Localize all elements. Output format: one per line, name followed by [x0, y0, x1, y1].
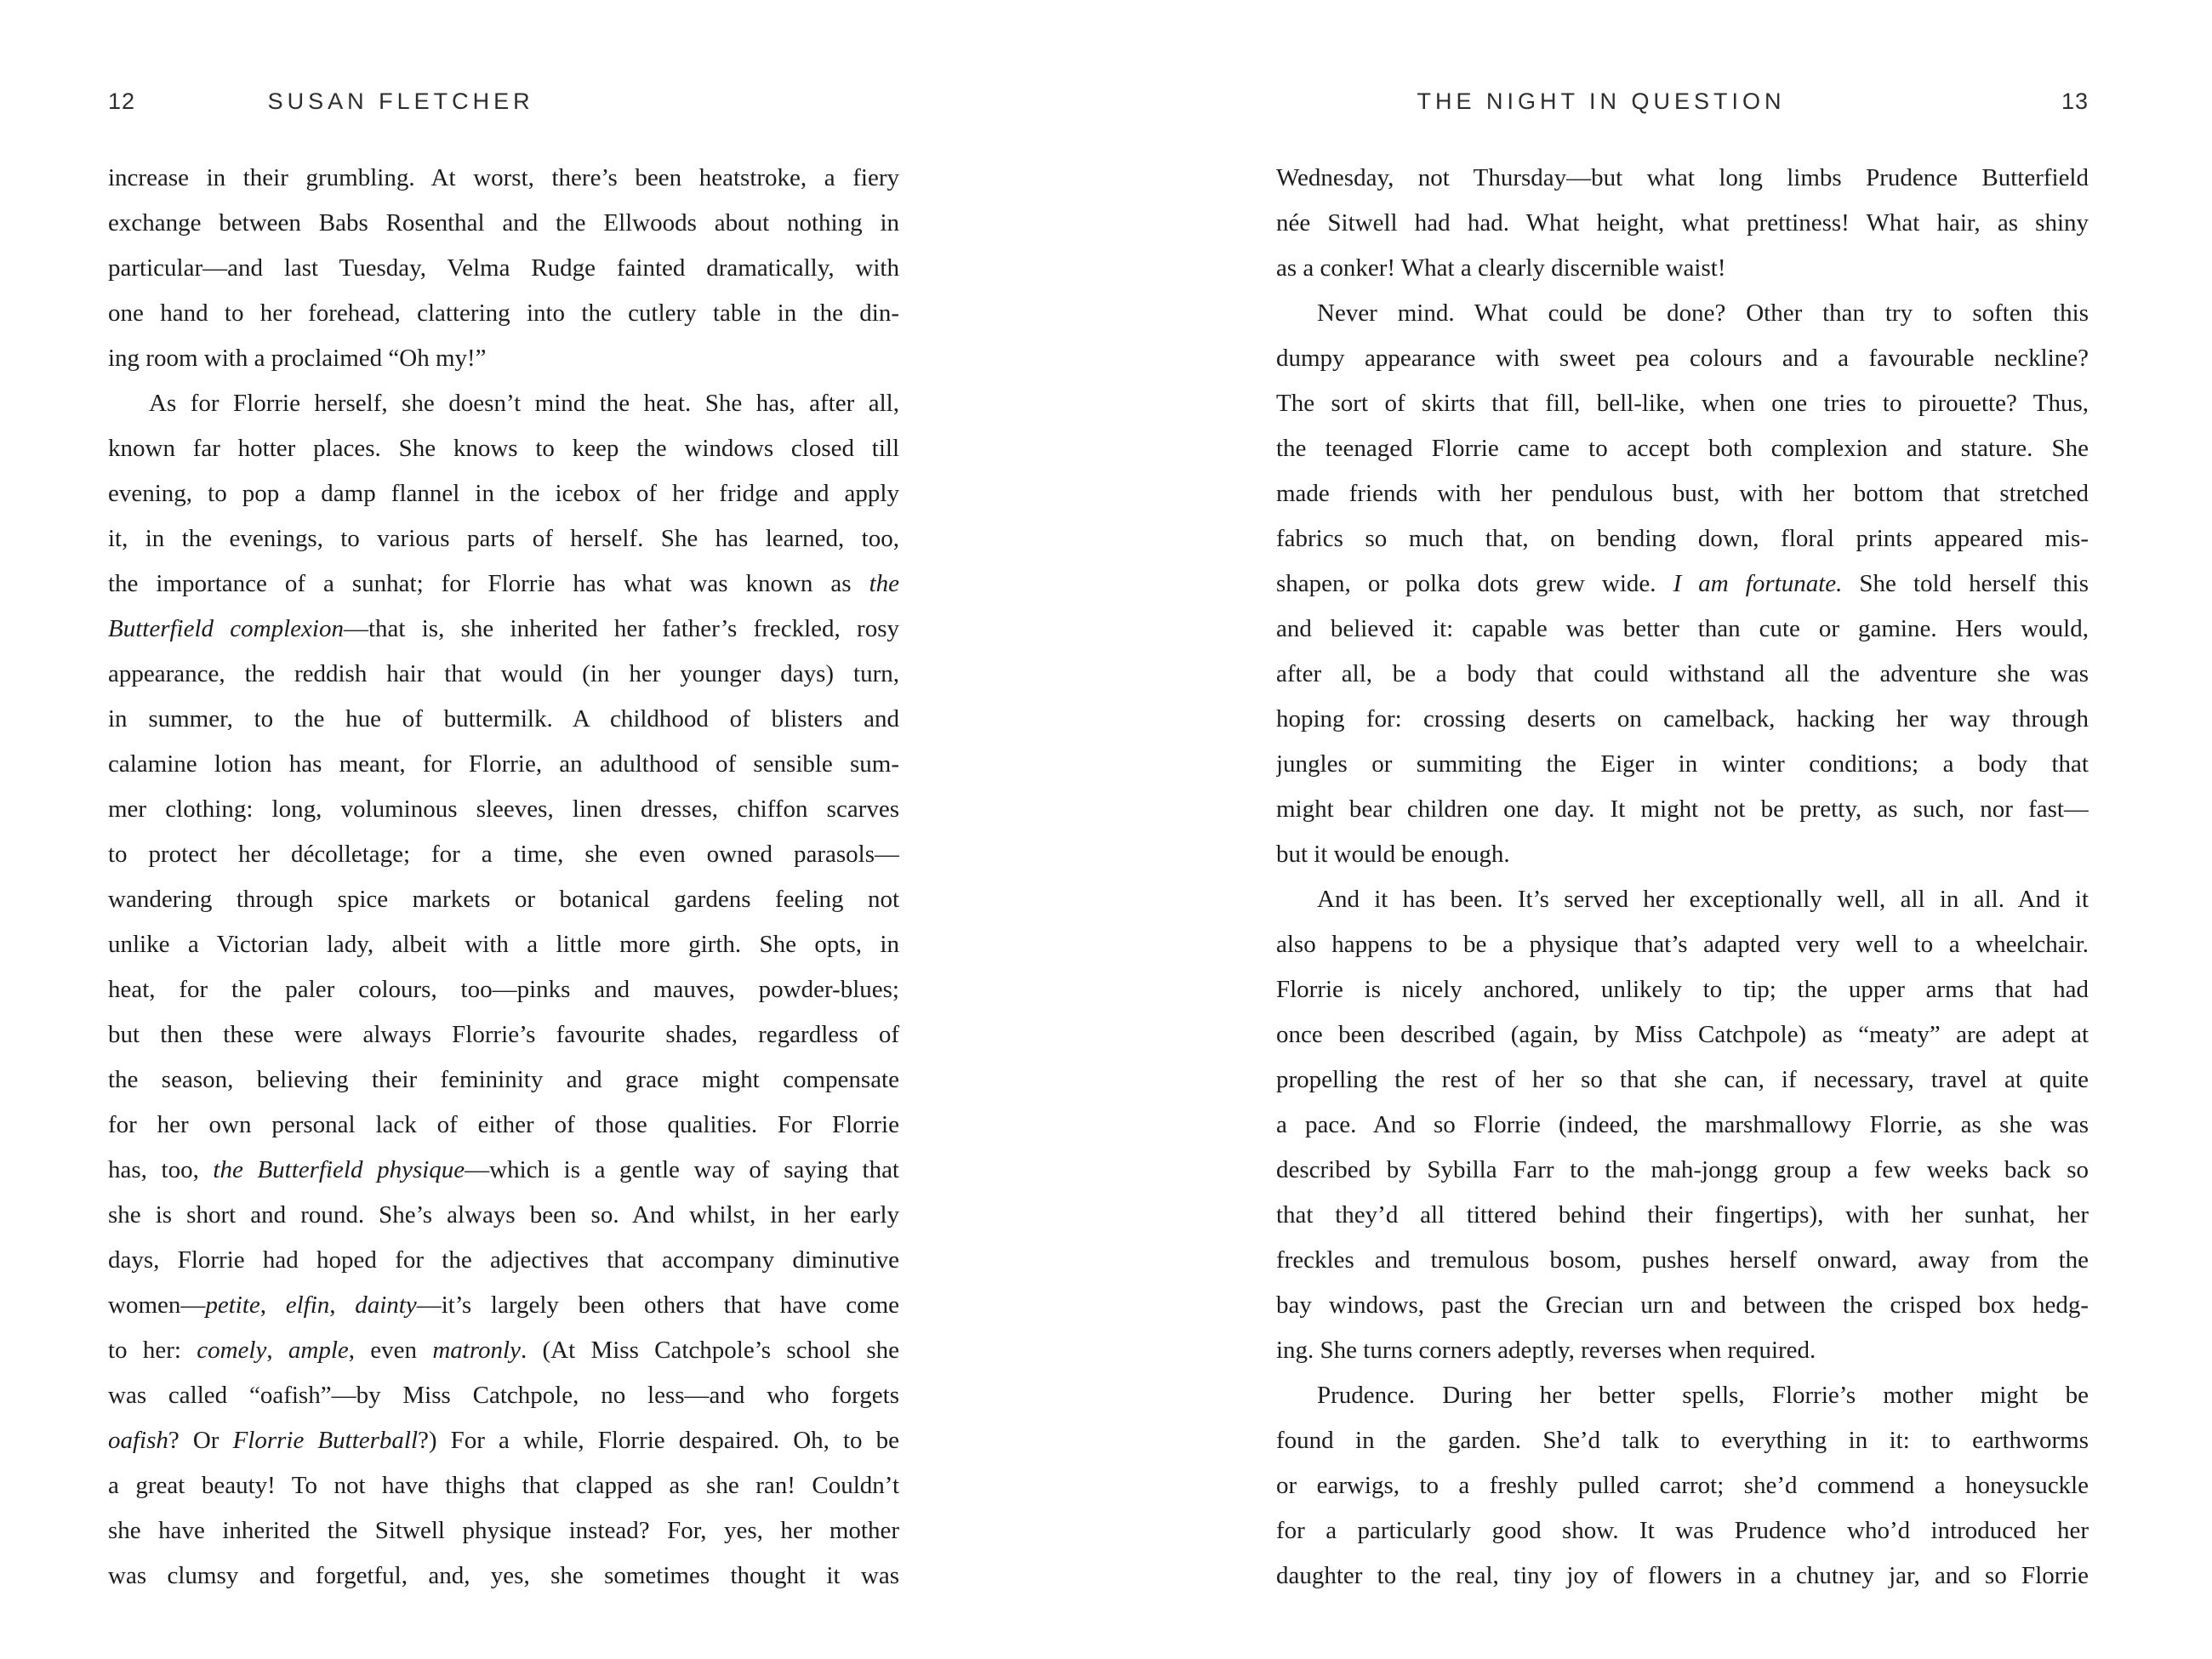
text-line: daughter to the real, tiny joy of flowers in a chutney jar, and so Florrie	[1276, 1562, 2089, 1589]
text-line: to her: comely, ample, even matronly. (At Miss Catchpole’s school she	[108, 1337, 899, 1364]
text-line: that they’d all tittered behind their fingertips), with her sunhat, her	[1276, 1201, 2089, 1229]
text-line: propelling the rest of her so that she can, if necessary, travel at quite	[1276, 1066, 2089, 1093]
text-line: after all, be a body that could withstand all the adventure she was	[1276, 660, 2089, 687]
text-line: mer clothing: long, voluminous sleeves, linen dresses, chiffon scarves	[108, 795, 899, 823]
text-line: calamine lotion has meant, for Florrie, an adulthood of sensible sum-	[108, 750, 899, 778]
text-line: but it would be enough.	[1276, 841, 1510, 868]
text-line: and believed it: capable was better than cute or gamine. Hers would,	[1276, 615, 2089, 642]
text-line: or earwigs, to a freshly pulled carrot; she’d commend a honeysuckle	[1276, 1472, 2089, 1499]
text-line: made friends with her pendulous bust, with her bottom that stretched	[1276, 480, 2089, 507]
text-line: one hand to her forehead, clattering into the cutlery table in the din-	[108, 299, 899, 327]
text-line: jungles or summiting the Eiger in winter conditions; a body that	[1276, 750, 2089, 778]
text-line: known far hotter places. She knows to keep the windows closed till	[108, 435, 899, 462]
text-column-left	[108, 156, 899, 1599]
text-line: for her own personal lack of either of those qualities. For Florrie	[108, 1111, 899, 1138]
running-head-author: SUSAN FLETCHER	[267, 88, 534, 114]
running-head-book-title: THE NIGHT IN QUESTION	[1417, 88, 1786, 114]
text-line: once been described (again, by Miss Catchpole) as “meaty” are adept at	[1276, 1021, 2089, 1048]
text-line: she have inherited the Sitwell physique instead? For, yes, her mother	[108, 1517, 899, 1544]
text-line: freckles and tremulous bosom, pushes herself onward, away from the	[1276, 1246, 2089, 1274]
text-line: fabrics so much that, on bending down, floral prints appeared mis-	[1276, 525, 2089, 552]
text-line: in summer, to the hue of buttermilk. A childhood of blisters and	[108, 705, 899, 733]
page-right	[1276, 0, 2089, 1659]
text-line: Never mind. What could be done? Other than try to soften this	[1317, 299, 2089, 327]
text-line: was called “oafish”—by Miss Catchpole, no less—and who forgets	[108, 1382, 899, 1409]
text-line: to protect her décolletage; for a time, she even owned parasols—	[108, 841, 899, 868]
text-line: dumpy appearance with sweet pea colours and a favourable neckline?	[1276, 345, 2089, 372]
text-line: it, in the evenings, to various parts of herself. She has learned, too,	[108, 525, 899, 552]
text-line: was clumsy and forgetful, and, yes, she sometimes thought it was	[108, 1562, 899, 1589]
text-line: days, Florrie had hoped for the adjectives that accompany diminutive	[108, 1246, 899, 1274]
text-line: Butterfield complexion—that is, she inherited her father’s freckled, rosy	[108, 615, 899, 642]
text-line: shapen, or polka dots grew wide. I am fortunate. She told herself this	[1276, 570, 2089, 597]
text-line: also happens to be a physique that’s adapted very well to a wheelchair.	[1276, 931, 2089, 958]
text-line: Wednesday, not Thursday—but what long limbs Prudence Butterfield	[1276, 164, 2089, 191]
text-line: described by Sybilla Farr to the mah-jongg group a few weeks back so	[1276, 1156, 2089, 1183]
text-line: wandering through spice markets or botanical gardens feeling not	[108, 886, 899, 913]
page-number-right: 13	[2061, 88, 2089, 114]
text-line: ing room with a proclaimed “Oh my!”	[108, 345, 487, 372]
running-header-right	[1276, 88, 2089, 119]
text-line: And it has been. It’s served her exceptionally well, all in all. And it	[1317, 886, 2089, 913]
text-line: a great beauty! To not have thighs that clapped as she ran! Couldn’t	[108, 1472, 899, 1499]
text-line: exchange between Babs Rosenthal and the Ellwoods about nothing in	[108, 209, 899, 237]
text-line: increase in their grumbling. At worst, there’s been heatstroke, a fiery	[108, 164, 899, 191]
text-line: but then these were always Florrie’s favourite shades, regardless of	[108, 1021, 899, 1048]
text-line: the season, believing their femininity and grace might compensate	[108, 1066, 899, 1093]
page-number-left: 12	[108, 88, 136, 114]
text-line: women—petite, elfin, dainty—it’s largely been others that have come	[108, 1291, 899, 1319]
text-line: As for Florrie herself, she doesn’t mind the heat. She has, after all,	[149, 390, 899, 417]
text-line: has, too, the Butterfield physique—which is a gentle way of saying that	[108, 1156, 899, 1183]
text-line: found in the garden. She’d talk to everything in it: to earthworms	[1276, 1427, 2089, 1454]
page-left	[108, 0, 899, 1659]
text-column-right	[1276, 156, 2089, 1599]
text-line: a pace. And so Florrie (indeed, the marshmallowy Florrie, as she was	[1276, 1111, 2089, 1138]
running-header-left	[108, 88, 899, 119]
text-line: appearance, the reddish hair that would (in her younger days) turn,	[108, 660, 899, 687]
text-line: The sort of skirts that fill, bell-like, when one tries to pirouette? Thus,	[1276, 390, 2089, 417]
text-line: unlike a Victorian lady, albeit with a little more girth. She opts, in	[108, 931, 899, 958]
text-line: oafish? Or Florrie Butterball?) For a while, Florrie despaired. Oh, to be	[108, 1427, 899, 1454]
text-line: the teenaged Florrie came to accept both complexion and stature. She	[1276, 435, 2089, 462]
text-line: hoping for: crossing deserts on camelback, hacking her way through	[1276, 705, 2089, 733]
text-line: might bear children one day. It might not be pretty, as such, nor fast—	[1276, 795, 2089, 823]
text-line: the importance of a sunhat; for Florrie has what was known as the	[108, 570, 899, 597]
text-line: Prudence. During her better spells, Florrie’s mother might be	[1317, 1382, 2089, 1409]
text-line: ing. She turns corners adeptly, reverses when required.	[1276, 1337, 1816, 1364]
text-line: bay windows, past the Grecian urn and between the crisped box hedg-	[1276, 1291, 2089, 1319]
text-line: heat, for the paler colours, too—pinks and mauves, powder-blues;	[108, 976, 899, 1003]
text-line: particular—and last Tuesday, Velma Rudge fainted dramatically, with	[108, 254, 899, 282]
text-line: for a particularly good show. It was Prudence who’d introduced her	[1276, 1517, 2089, 1544]
text-line: Florrie is nicely anchored, unlikely to tip; the upper arms that had	[1276, 976, 2089, 1003]
text-line: née Sitwell had had. What height, what prettiness! What hair, as shiny	[1276, 209, 2089, 237]
text-line: she is short and round. She’s always been so. And whilst, in her early	[108, 1201, 899, 1229]
text-line: as a conker! What a clearly discernible waist!	[1276, 254, 1726, 282]
text-line: evening, to pop a damp flannel in the icebox of her fridge and apply	[108, 480, 899, 507]
